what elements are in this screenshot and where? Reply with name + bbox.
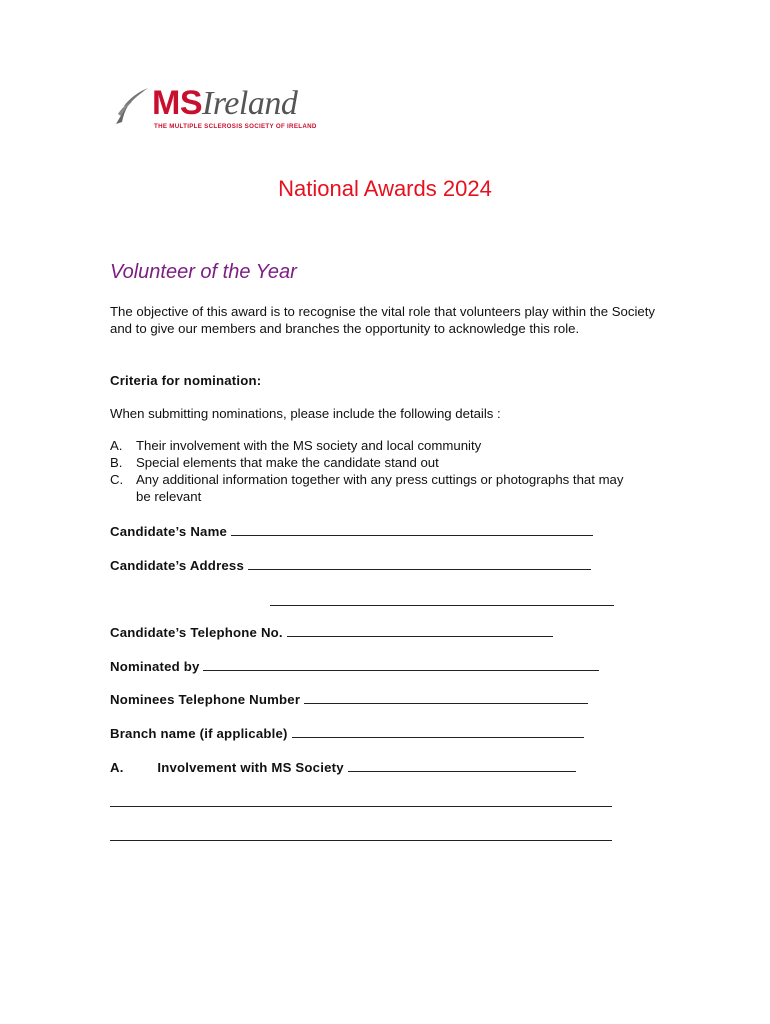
involvement-line[interactable] [348, 758, 576, 772]
involvement-line-2[interactable] [110, 806, 612, 807]
ms-ireland-logo [112, 80, 352, 136]
nominated-by-line[interactable] [203, 657, 599, 671]
nominated-by-field[interactable] [110, 657, 599, 675]
candidate-name-line[interactable] [231, 522, 593, 536]
award-subtitle: Volunteer of the Year [110, 261, 297, 283]
bird-swoosh-icon [112, 84, 152, 128]
candidate-address-field[interactable] [110, 556, 591, 574]
candidate-name-field[interactable] [110, 522, 593, 540]
logo-wordmark: MSIreland [152, 84, 298, 122]
nominee-telephone-label: Nominees Telephone Number [110, 692, 301, 707]
nominated-by-label: Nominated by [110, 659, 200, 674]
criteria-heading: Criteria for nomination: [110, 373, 262, 388]
instruction-text: When submitting nominations, please include the following details : [110, 406, 501, 421]
candidate-telephone-field[interactable] [110, 623, 553, 641]
candidate-address-line-2[interactable] [270, 605, 614, 606]
involvement-label: Involvement with MS Society [157, 760, 344, 775]
nominee-telephone-line[interactable] [304, 690, 588, 704]
involvement-line-3[interactable] [110, 840, 612, 841]
branch-name-line[interactable] [292, 724, 584, 738]
nominee-telephone-field[interactable] [110, 690, 588, 708]
list-item: A. Their involvement with the MS society and local community [110, 438, 482, 453]
logo-tagline: THE MULTIPLE SCLEROSIS SOCIETY OF IRELAND [154, 123, 317, 130]
branch-name-label: Branch name (if applicable) [110, 726, 288, 741]
candidate-address-line[interactable] [248, 556, 591, 570]
intro-paragraph: The objective of this award is to recognise the vital role that volunteers play within the Society and to give our members and branches the opportunity to acknowledge this role. [110, 304, 655, 336]
list-item: B. Special elements that make the candidate stand out [110, 455, 439, 470]
page-title: National Awards 2024 [278, 176, 492, 201]
involvement-letter: A. [110, 760, 124, 775]
candidate-telephone-line[interactable] [287, 623, 553, 637]
involvement-field[interactable] [110, 758, 576, 776]
details-list [110, 437, 630, 505]
candidate-name-label: Candidate’s Name [110, 524, 228, 539]
candidate-telephone-label: Candidate’s Telephone No. [110, 625, 283, 640]
branch-name-field[interactable] [110, 724, 584, 742]
list-item: C. Any additional information together with any press cuttings or photographs that may be relevant [110, 472, 624, 504]
candidate-address-label: Candidate’s Address [110, 558, 244, 573]
